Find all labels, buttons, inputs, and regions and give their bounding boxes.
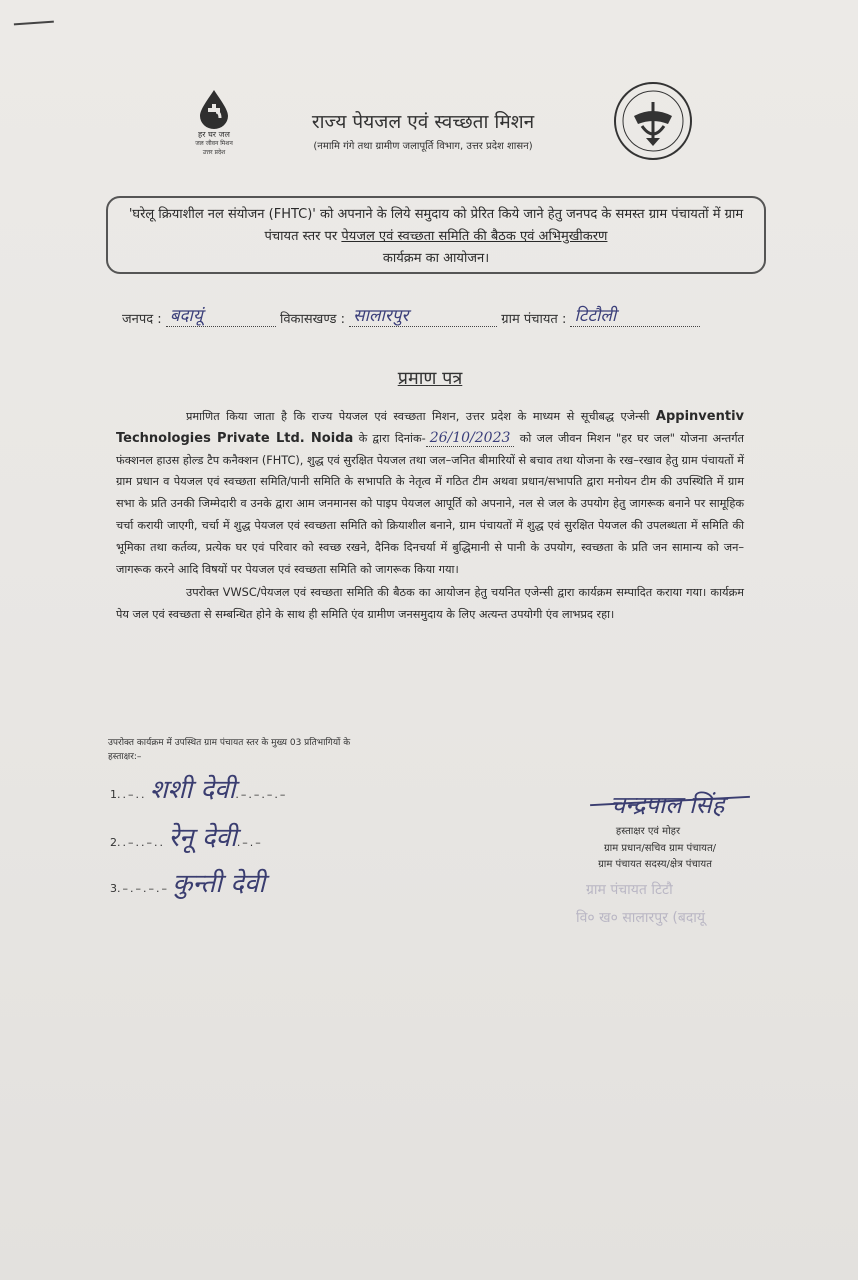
water-drop-tap-icon xyxy=(196,88,232,130)
block-value: सालारपुर xyxy=(353,306,409,326)
participant-signature-1: 1..–.. शशी देवी.–.–.–.– xyxy=(110,775,288,805)
program-topic-box xyxy=(106,196,766,274)
block-label: विकासखण्ड : xyxy=(279,312,345,327)
certificate-title: प्रमाण पत्र xyxy=(397,368,463,389)
pen-mark xyxy=(14,21,54,30)
panchayat-stamp-line-2: वि० ख० सालारपुर (बदायूं xyxy=(576,910,706,926)
topic-text-end: कार्यक्रम का आयोजन। xyxy=(382,251,490,266)
district-value: बदायूं xyxy=(169,306,203,326)
body-text: के द्वारा दिनांक- xyxy=(353,431,426,445)
topic-underlined: पेयजल एवं स्वच्छता समिति की बैठक एवं अभिमुखीकरण xyxy=(341,229,608,244)
body-text: को जल जीवन मिशन "हर घर जल" योजना अन्तर्गत फंक्शनल हाउस होल्ड टैप कनैक्शन (FHTC), शुद्ध एवं सुरक्षित पेयजल तथा जल–जनित बीमारियों से बचाव तथा योजना के रख–रखाव हेतु ग्राम पंचायतों में ग्राम प्रधान व पेयजल एवं स्वच्छता समिति/पानी समिति के सभापति के नेतृत्व में गठित टीम अथवा प्रधान/सभापति द्वारा मनोयन टीम की उपस्थिति में ग्राम सभा के प्रति उनकी जिम्मेदारी व उनके द्वारा आम जनमानस को पाइप पेयजल आपूर्ति को अपनाने, नल से जल के उपयोग हेतु जागरूक बनाने पर सामूहिक चर्चा करायी जाएगी, चर्चा में शुद्ध पेयजल एवं स्वच्छता समिति को क्रियाशील बनाने, ग्राम पंचायतों में शुद्ध एवं सुरक्षित पेयजल की उपलब्धता में समिति की भूमिका तथा कर्तव्य, प्रत्येक घर एवं परिवार को स्वच्छ रखने, दैनिक दिनचर्या में बुद्धिमानी से पानी के उपयोग, स्वच्छता के प्रति जन सामान्य को जन–जागरूक करने आदि विषयों पर पेयजल एवं स्वच्छता समिति को जागरूक किया गया। xyxy=(116,431,744,576)
authority-role-1: ग्राम प्रधान/सचिव ग्राम पंचायत/ xyxy=(603,843,717,854)
participant-signature-3: 3.–.–.–.– कुन्ती देवी xyxy=(110,869,266,899)
panchayat-stamp-line-1: ग्राम पंचायत टिटौ xyxy=(586,882,673,898)
topic-text: 'घरेलू क्रियाशील नल संयोजन (FHTC)' को अपनाने के लिये समुदाय को प्रेरित किये जाने हेतु जनपद के समस्त ग्राम पंचायतों में ग्राम पंचायत स्तर पर xyxy=(128,207,744,244)
certificate-body xyxy=(116,406,744,626)
signature-name: कुन्ती देवी xyxy=(172,869,266,899)
participant-signature-2: 2..–..–.. रेनू देवी.–.– xyxy=(110,823,263,853)
body-paragraph-2: उपरोक्त VWSC/पेयजल एवं स्वच्छता समिति की बैठक का आयोजन हेतु चयनित एजेन्सी द्वारा कार्यक्रम सम्पादित कराया गया। कार्यक्रम पेय जल एवं स्वच्छता से सम्बन्धित होने के साथ ही समिति एंव ग्रामीण जनसमुदाय के लिए अत्यन्त उपयोगी एंव लाभप्रद रहा। xyxy=(116,586,744,622)
agency-name: Appinventiv Technologies Private Ltd. Noida xyxy=(116,409,744,446)
location-fields xyxy=(122,308,762,327)
authority-role-2: ग्राम पंचायत सदस्य/क्षेत्र पंचायत xyxy=(598,859,712,870)
logo-state: उत्तर प्रदेश xyxy=(202,149,226,156)
authority-scrawl: चन्द्रपाल सिंह xyxy=(610,791,725,819)
program-date: 26/10/2023 xyxy=(426,430,515,447)
logo-subtagline: जल जीवन मिशन xyxy=(195,140,233,147)
up-government-emblem-icon xyxy=(612,80,694,162)
signature-name: शशी देवी xyxy=(150,775,236,805)
district-field xyxy=(166,308,276,327)
signature-name: रेनू देवी xyxy=(168,823,237,853)
signature-seal-label: हस्ताक्षर एवं मोहर xyxy=(615,826,681,837)
signature-number: 2 xyxy=(110,836,117,849)
panchayat-field xyxy=(570,308,700,327)
participants-intro-line: उपरोक्त कार्यक्रम में उपस्थित ग्राम पंचायत स्तर के मुख्य 03 प्रतिभागियों के xyxy=(108,738,351,748)
body-text: प्रमाणित किया जाता है कि राज्य पेयजल एवं स्वच्छता मिशन, उत्तर प्रदेश के माध्यम से सूचीबद्ध एजेन्सी xyxy=(186,410,656,423)
signature-number: 3 xyxy=(110,882,117,895)
mission-title: राज्य पेयजल एवं स्वच्छता मिशन xyxy=(311,111,535,133)
block-field xyxy=(349,308,497,327)
body-paragraph-1 xyxy=(116,406,744,580)
har-ghar-jal-logo xyxy=(178,88,250,157)
signature-number: 1 xyxy=(110,788,117,801)
mission-subtitle: (नमामि गंगे तथा ग्रामीण जलापूर्ति विभाग, उत्तर प्रदेश शासन) xyxy=(313,141,533,152)
panchayat-value: टिटौली xyxy=(574,306,617,326)
district-label: जनपद : xyxy=(122,312,162,327)
participants-intro xyxy=(108,736,488,764)
panchayat-label: ग्राम पंचायत : xyxy=(501,312,567,327)
logo-tagline: हर घर जल xyxy=(198,130,230,139)
participants-intro-label: हस्ताक्षर:– xyxy=(108,752,142,762)
